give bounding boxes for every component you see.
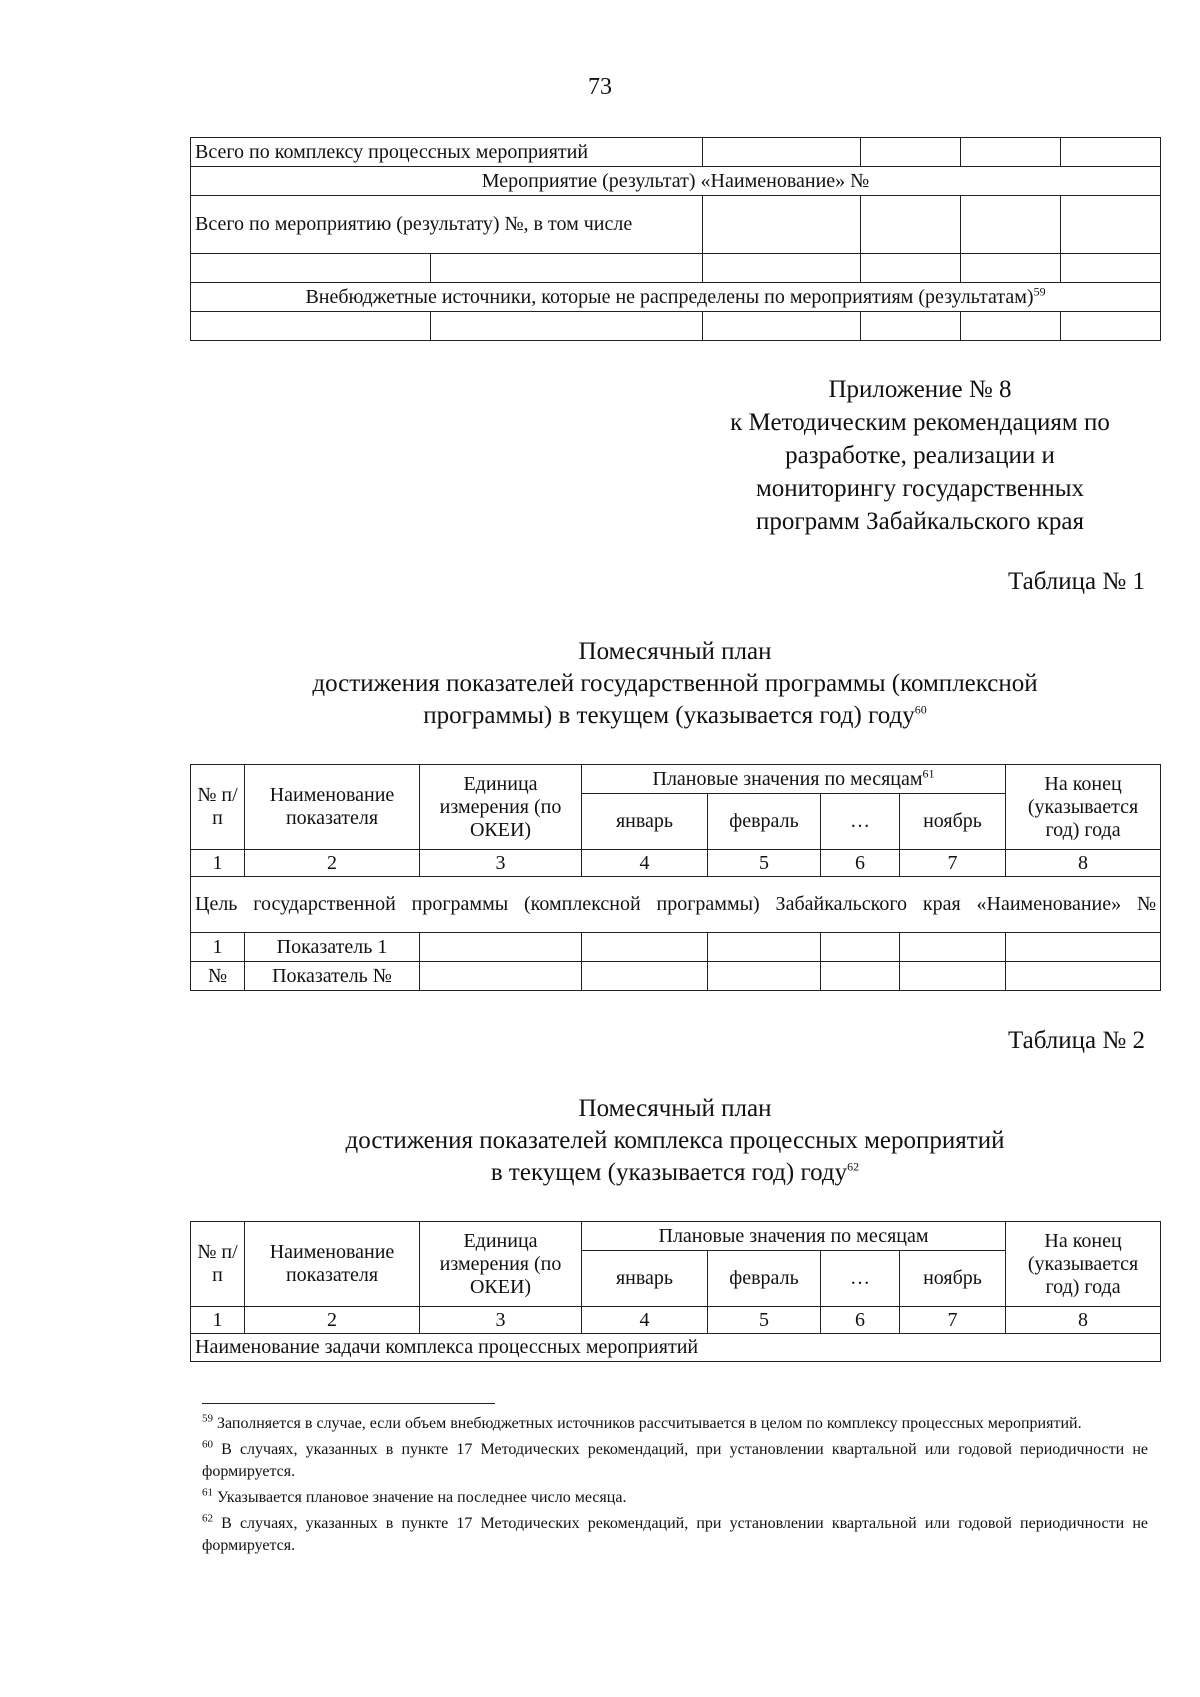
header-ellipsis: … — [821, 1251, 900, 1307]
footnote-number: 61 — [202, 1486, 213, 1499]
table2-title — [190, 1093, 1160, 1189]
header-ellipsis: … — [821, 794, 900, 850]
col-number: 2 — [245, 1307, 420, 1334]
title-line — [190, 1157, 1160, 1189]
offbudget-cell — [191, 283, 1161, 312]
table2 — [190, 1221, 1161, 1362]
table-row — [191, 167, 1161, 196]
title-line: Помесячный план — [578, 638, 772, 665]
appendix-heading — [690, 373, 1150, 538]
title-line — [190, 700, 1160, 732]
footnote-text: Указывается плановое значение на последнее число месяца. — [217, 1489, 627, 1506]
footnote-separator — [202, 1403, 495, 1404]
header-feb: февраль — [708, 1251, 821, 1307]
footnote — [202, 1487, 1148, 1509]
header-name: Наименование показателя — [245, 1222, 420, 1307]
total-complex-cell: Всего по комплексу процессных мероприятий — [191, 138, 703, 167]
table-row — [191, 1334, 1161, 1362]
col-number: 2 — [245, 850, 420, 877]
header-planned: Плановые значения по месяцам — [582, 1222, 1006, 1251]
table-row — [191, 850, 1161, 877]
footnote-number: 60 — [202, 1438, 213, 1451]
col-number: 5 — [708, 1307, 821, 1334]
header-planned-text: Плановые значения по месяцам — [652, 767, 923, 790]
title-text: программы) в текущем (указывается год) году — [423, 702, 915, 729]
col-number: 1 — [191, 850, 245, 877]
header-num: № п/п — [191, 1222, 245, 1307]
title-line: Помесячный план — [578, 1095, 772, 1122]
table2-label: Таблица № 2 — [1007, 1027, 1145, 1054]
event-heading-cell: Мероприятие (результат) «Наименование» № — [191, 167, 1161, 196]
table-row — [191, 196, 1161, 254]
header-jan: январь — [582, 794, 708, 850]
col-number: 3 — [420, 850, 582, 877]
header-planned — [582, 765, 1006, 794]
appendix-line: мониторингу государственных — [755, 475, 1085, 502]
footnote — [202, 1439, 1148, 1483]
row-num: 1 — [191, 933, 245, 962]
row-name: Показатель № — [245, 962, 420, 991]
col-number: 3 — [420, 1307, 582, 1334]
total-event-cell: Всего по мероприятию (результату) №, в том числе — [191, 196, 703, 254]
footnote-ref: 61 — [922, 765, 935, 780]
footnote-ref: 62 — [847, 1159, 860, 1174]
title-line: достижения показателей комплекса процессных мероприятий — [345, 1127, 1005, 1154]
table-row — [191, 1307, 1161, 1334]
table1-label: Таблица № 1 — [1007, 568, 1145, 595]
table-row — [191, 312, 1161, 341]
col-number: 8 — [1006, 850, 1161, 877]
row-num: № — [191, 962, 245, 991]
offbudget-text: Внебюджетные источники, которые не распределены по мероприятиям (результатам) — [305, 285, 1034, 308]
appendix-line: разработке, реализации и — [785, 442, 1055, 469]
header-nov: ноябрь — [900, 1251, 1006, 1307]
col-number: 6 — [821, 1307, 900, 1334]
table-row — [191, 877, 1161, 933]
col-number: 4 — [582, 850, 708, 877]
footnote-number: 59 — [202, 1412, 213, 1425]
table-row — [191, 1222, 1161, 1251]
funding-continuation-table — [190, 137, 1161, 341]
table1 — [190, 764, 1161, 991]
page-number: 73 — [588, 74, 612, 100]
title-line: достижения показателей государственной программы (комплексной — [312, 670, 1038, 697]
table-row — [191, 138, 1161, 167]
appendix-line: к Методическим рекомендациям по — [730, 409, 1110, 436]
goal-row: Цель государственной программы (комплексной программы) Забайкальского края «Наименование» № — [191, 877, 1161, 933]
footnote-text: Заполняется в случае, если объем внебюджетных источников рассчитывается в целом по комплексу процессных мероприятий. — [217, 1415, 1082, 1432]
footnote-ref: 60 — [914, 702, 927, 717]
row-name: Показатель 1 — [245, 933, 420, 962]
footnote — [202, 1513, 1148, 1557]
header-name: Наименование показателя — [245, 765, 420, 850]
header-num: № п/п — [191, 765, 245, 850]
appendix-line: программ Забайкальского края — [756, 508, 1084, 535]
footnote — [202, 1413, 1148, 1435]
table-row — [191, 933, 1161, 962]
col-number: 8 — [1006, 1307, 1161, 1334]
task-row: Наименование задачи комплекса процессных мероприятий — [191, 1334, 1161, 1362]
header-unit: Единица измерения (по ОКЕИ) — [420, 1222, 582, 1307]
table-row — [191, 254, 1161, 283]
col-number: 1 — [191, 1307, 245, 1334]
header-feb: февраль — [708, 794, 821, 850]
header-jan: январь — [582, 1251, 708, 1307]
table1-title — [190, 636, 1160, 732]
table-row — [191, 283, 1161, 312]
header-unit: Единица измерения (по ОКЕИ) — [420, 765, 582, 850]
col-number: 5 — [708, 850, 821, 877]
table-row — [191, 962, 1161, 991]
header-end: На конец (указывается год) года — [1006, 1222, 1161, 1307]
footnote-text: В случаях, указанных в пункте 17 Методических рекомендаций, при установлении квартальной или годовой периодичности не формируется. — [202, 1515, 1148, 1554]
footnotes — [202, 1413, 1148, 1561]
col-number: 7 — [900, 850, 1006, 877]
col-number: 4 — [582, 1307, 708, 1334]
footnote-text: В случаях, указанных в пункте 17 Методических рекомендаций, при установлении квартальной или годовой периодичности не формируется. — [202, 1441, 1148, 1480]
title-text: в текущем (указывается год) году — [490, 1159, 848, 1186]
footnote-number: 62 — [202, 1512, 213, 1525]
col-number: 6 — [821, 850, 900, 877]
col-number: 7 — [900, 1307, 1006, 1334]
appendix-line: Приложение № 8 — [828, 376, 1012, 403]
header-end: На конец (указывается год) года — [1006, 765, 1161, 850]
footnote-ref: 59 — [1033, 283, 1046, 298]
header-nov: ноябрь — [900, 794, 1006, 850]
table-row — [191, 765, 1161, 794]
